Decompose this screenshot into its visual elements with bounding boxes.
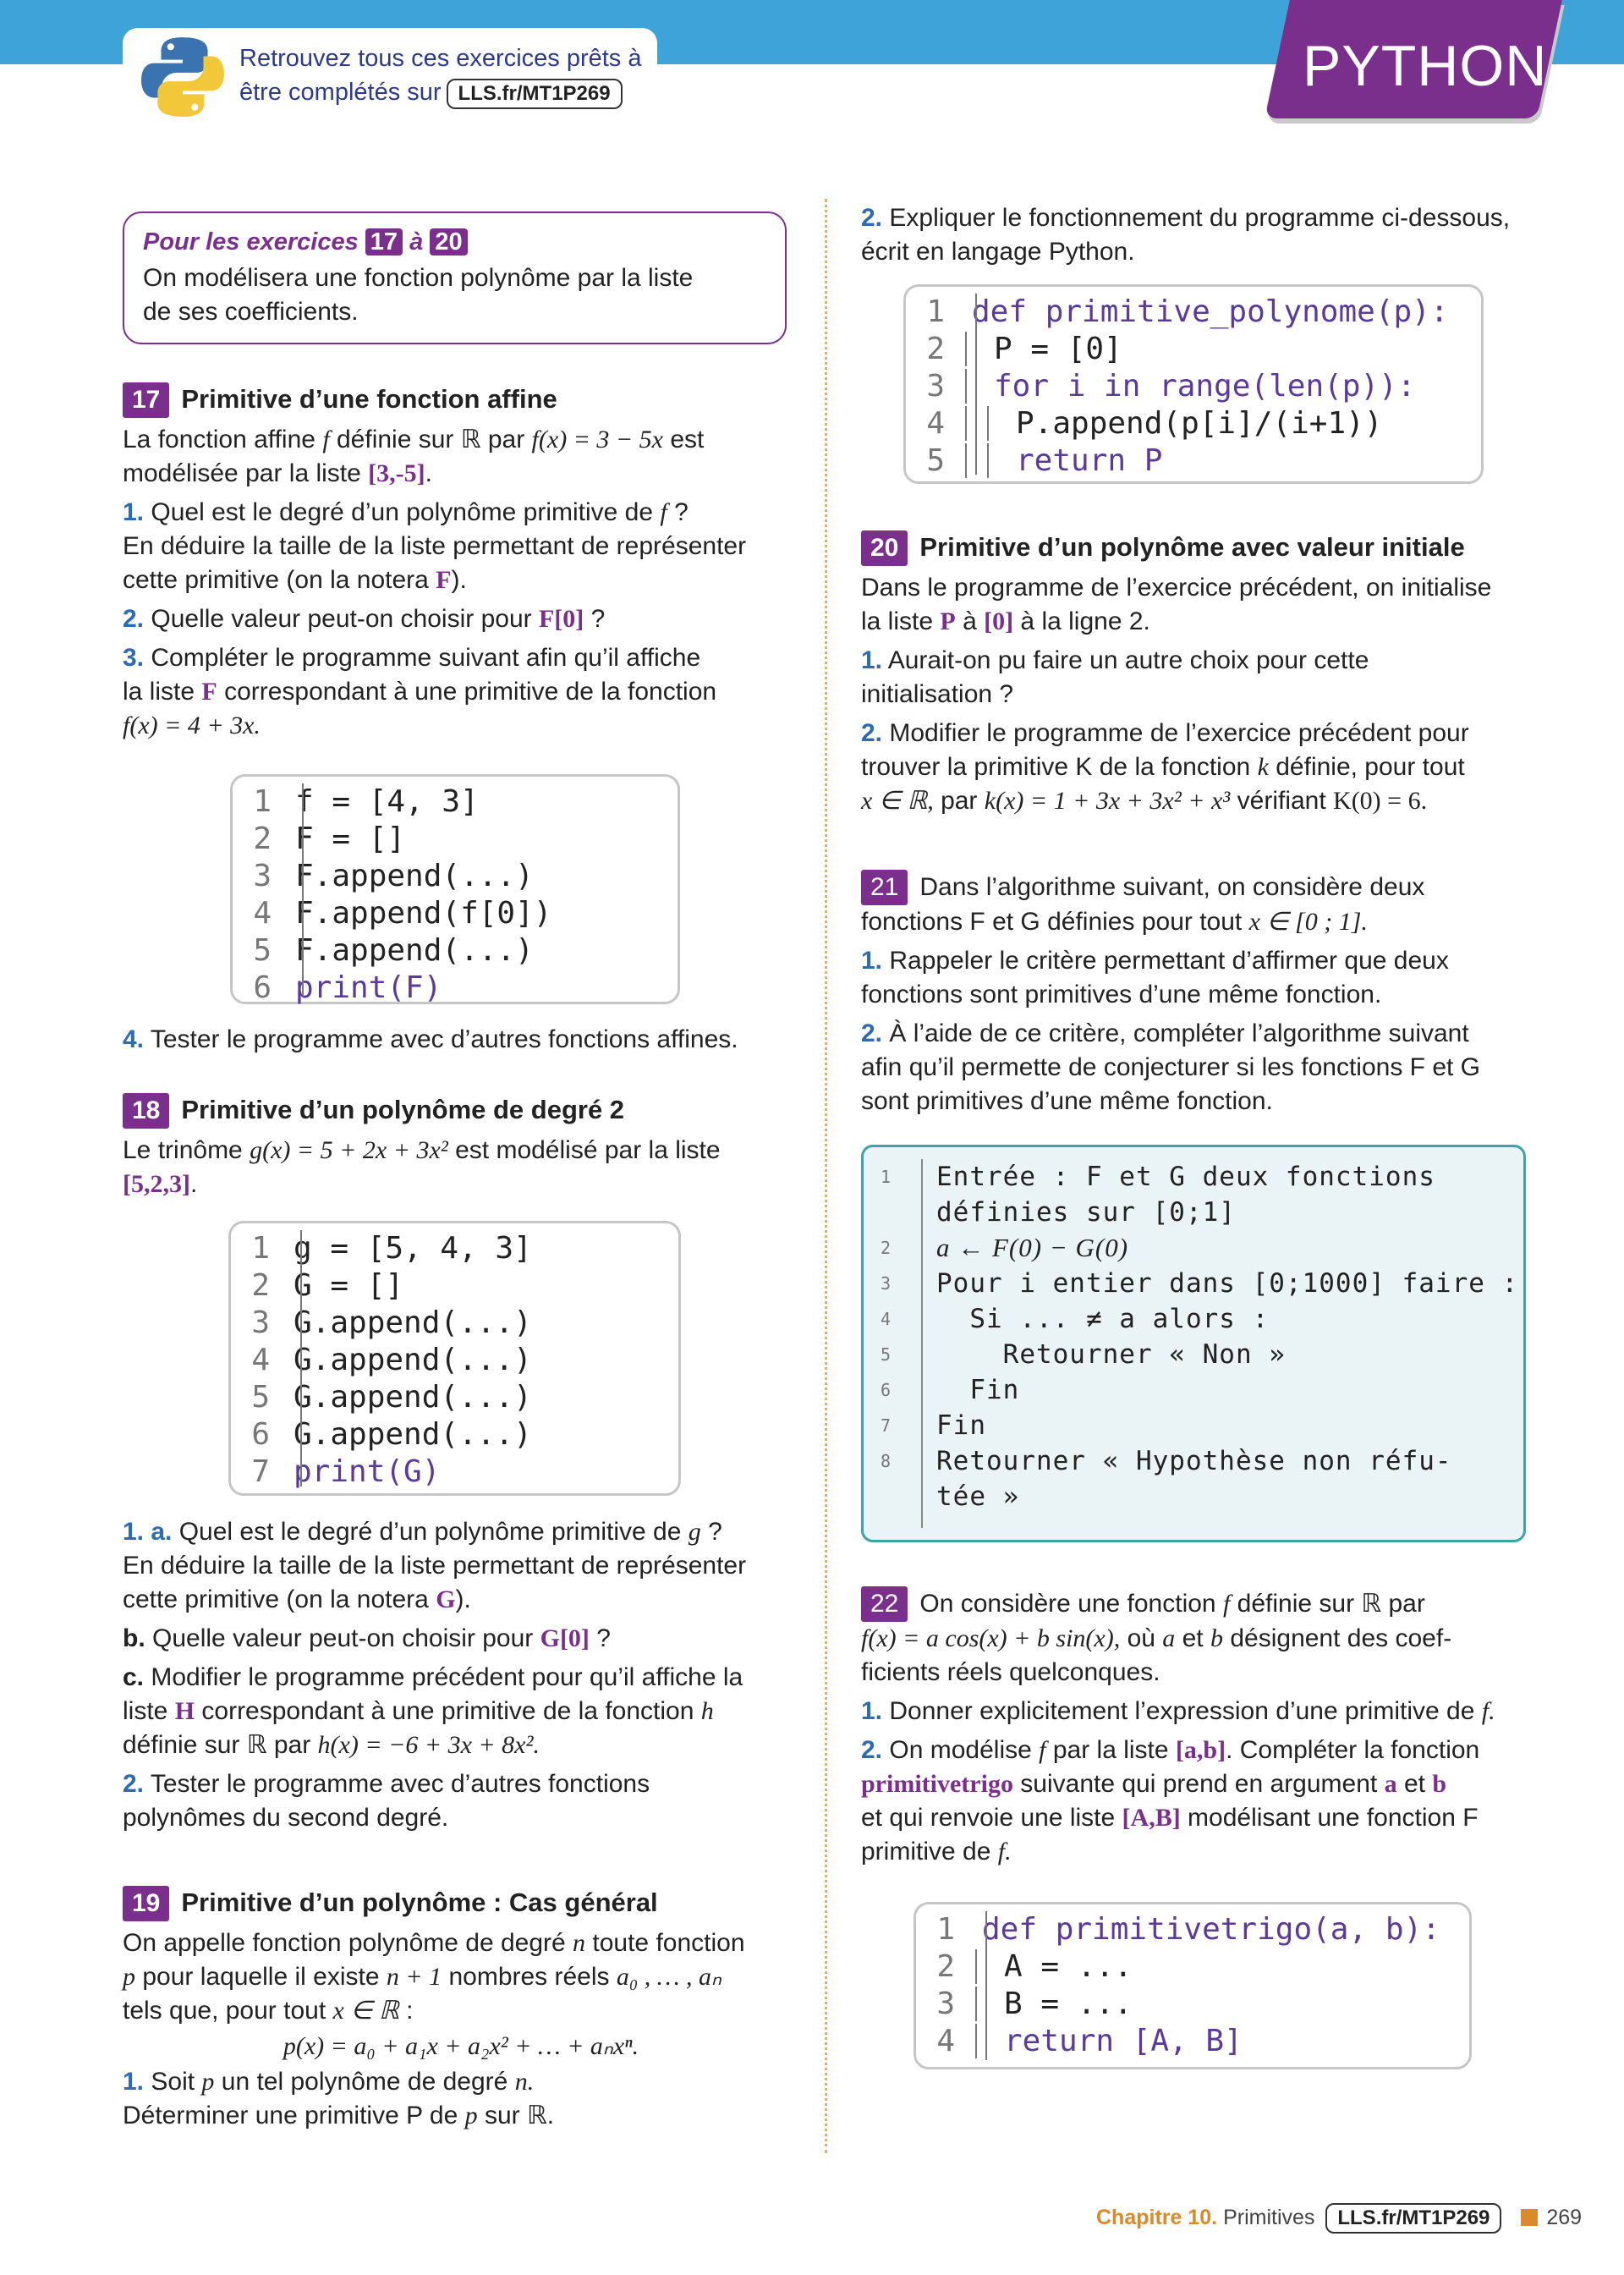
exercise-heading: 17 Primitive d’une fonction affine — [123, 381, 799, 418]
exercise-intro: Dans le programme de l’exercice précédent, on initialise la liste P à [0] à la ligne 2. — [861, 574, 1492, 635]
question-1a: 1. a. Quel est le degré d’un polynôme primitive de g ? En déduire la taille de la liste permettant de représenter cette primitive (on la notera G). — [123, 1518, 747, 1613]
exercise-number-badge: 20 — [861, 530, 908, 566]
exercise-intro: La fonction affine f définie sur ℝ par f(x) = 3 − 5x est modélisée par la liste [3,-5]. — [123, 426, 705, 487]
exercise-number-badge: 19 — [123, 1886, 169, 1921]
question-1: 1. Aurait-on pu faire un autre choix pour cette initialisation ? — [861, 646, 1369, 708]
question-1: 1. Rappeler le critère permettant d’affirmer que deux fonctions sont primitives d’une même fonction. — [861, 947, 1449, 1008]
code-block-ex19 — [903, 284, 1484, 484]
footer-square-icon — [1521, 2209, 1538, 2226]
algo-gutter — [921, 1159, 923, 1528]
exercise-number-badge: 22 — [861, 1586, 908, 1622]
code-line: 2 F = [] — [253, 822, 406, 856]
question-1c: c. Modifier le programme précédent pour qu’il affiche la liste H correspondant à une primitive de la fonction h définie sur ℝ par h(x) = −6 + 3x + 8x². — [123, 1663, 743, 1759]
exercise-heading: 18 Primitive d’un polynôme de degré 2 — [123, 1091, 799, 1129]
exercise-22 — [861, 1586, 1538, 1869]
column-divider — [825, 199, 827, 2153]
exercise-intro: 22 On considère une fonction f définie sur ℝ par f(x) = a cos(x) + b sin(x), où a et b désignent des coef- ficients réels quelconques. — [861, 1586, 1538, 1690]
question-2: 2. Tester le programme avec d’autres fonctions polynômes du second degré. — [123, 1770, 650, 1832]
code-line: 3 for i in range(len(p)): — [926, 369, 1416, 404]
exercise-19-question-2: 2. Expliquer le fonctionnement du programme ci-dessous, écrit en langage Python. — [861, 204, 1511, 266]
note-to-badge: 20 — [430, 228, 467, 256]
exercise-intro: On appelle fonction polynôme de degré n toute fonction p pour laquelle il existe n + 1 nombres réels a₀ , … , aₙ tels que, pour tout x ∈ ℝ : — [123, 1929, 745, 2025]
polynomial-formula: p(x) = a₀ + a₁x + a₂x² + … + aₙxⁿ. — [283, 2032, 639, 2060]
code-line: 6 print(F) — [253, 970, 442, 1005]
code-line: 5 G.append(...) — [251, 1380, 532, 1415]
exercise-17 — [123, 381, 799, 743]
code-line: 1 f = [4, 3] — [253, 784, 479, 819]
code-line: 4 F.append(f[0]) — [253, 896, 552, 931]
note-text: On modélisera une fonction polynôme par la liste de ses coefficients. — [143, 264, 694, 326]
algo-line: 4 Si ... ≠ a alors : — [880, 1304, 1270, 1334]
code-line: 3 B = ... — [936, 1987, 1133, 2021]
question-1: 1. Quel est le degré d’un polynôme primitive de f ? En déduire la taille de la liste permettant de représenter cette primitive (on la notera F). — [123, 498, 747, 594]
exercise-intro: 21 Dans l’algorithme suivant, on considère deux fonctions F et G définies pour tout x ∈ [0 ; 1]. — [861, 870, 1538, 939]
exercise-19 — [123, 1884, 799, 2133]
page-number: 269 — [1546, 2206, 1583, 2229]
question-4: 4. Tester le programme avec d’autres fonctions affines. — [123, 1025, 738, 1053]
callout-line-2: être complétés sur — [239, 79, 442, 106]
exercise-20 — [861, 529, 1538, 818]
algo-line: 2 a ← F(0) − G(0) — [880, 1233, 1129, 1262]
question-2: 2. À l’aide de ce critère, compléter l’algorithme suivant afin qu’il permette de conjecturer si les fonctions F et G sont primitives d’une même fonction. — [861, 1019, 1481, 1115]
code-line: 5 F.append(...) — [253, 933, 534, 968]
python-tab-label: PYTHON — [1303, 34, 1548, 98]
algo-line: 6 Fin — [880, 1375, 1020, 1405]
question-1: 1. Soit p un tel polynôme de degré n. Déterminer une primitive P de p sur ℝ. — [123, 2068, 555, 2129]
question-2: 2. Quelle valeur peut-on choisir pour F[0] ? — [123, 605, 606, 633]
code-line: 4 G.append(...) — [251, 1343, 532, 1377]
code-line: 2 G = [] — [251, 1268, 404, 1303]
exercise-18 — [123, 1091, 799, 1201]
code-block-ex22 — [914, 1902, 1472, 2069]
algo-line: 7 Fin — [880, 1410, 986, 1441]
exercise-18-questions — [123, 1510, 799, 1835]
code-line: 4 return [A, B] — [936, 2024, 1243, 2058]
code-line: 5 return P — [926, 443, 1163, 478]
exercise-21 — [861, 870, 1538, 1118]
algo-line: 3 Pour i entier dans [0;1000] faire : — [880, 1268, 1519, 1299]
question-1: 1. Donner explicitement l’expression d’une primitive de f. — [861, 1697, 1495, 1725]
page-footer — [1096, 2202, 1582, 2234]
code-gutter — [985, 1911, 987, 2060]
question-2: 2. On modélise f par la liste [a,b]. Compléter la fonction primitivetrigo suivante qui prend en argument a et b et qui renvoie une liste [A,B] modélisant une fonction F primitive de f. — [861, 1736, 1480, 1866]
exercise-number-badge: 18 — [123, 1093, 169, 1129]
algorithm-block — [861, 1145, 1526, 1542]
exercise-number-badge: 17 — [123, 382, 169, 418]
footer-section: Primitives — [1223, 2206, 1315, 2229]
code-line: 3 G.append(...) — [251, 1305, 532, 1340]
exercise-intro: Le trinôme g(x) = 5 + 2x + 3x² est modélisé par la liste [5,2,3]. — [123, 1136, 721, 1198]
exercise-heading: 20 Primitive d’un polynôme avec valeur initiale — [861, 529, 1538, 566]
question-1b: b. Quelle valeur peut-on choisir pour G[0] ? — [123, 1624, 611, 1652]
code-block-ex18 — [228, 1221, 681, 1496]
python-logo-icon — [140, 34, 226, 120]
note-from-badge: 17 — [365, 228, 403, 256]
callout-text — [239, 41, 641, 109]
algo-line: 8 Retourner « Hypothèse non réfu- tée » — [880, 1446, 1452, 1512]
code-line: 2 A = ... — [936, 1949, 1133, 1984]
callout-line-1: Retrouvez tous ces exercices prêts à — [239, 45, 642, 72]
footer-link[interactable]: LLS.fr/MT1P269 — [1325, 2203, 1501, 2234]
exercise-heading: 19 Primitive d’un polynôme : Cas général — [123, 1884, 799, 1921]
code-block-ex17 — [230, 774, 680, 1004]
footer-chapter: Chapitre 10. — [1096, 2206, 1218, 2229]
algo-line: 5 Retourner « Non » — [880, 1339, 1286, 1370]
callout-link[interactable]: LLS.fr/MT1P269 — [447, 79, 623, 109]
code-line: 6 G.append(...) — [251, 1417, 532, 1452]
code-line: 1 def primitive_polynome(p): — [926, 294, 1449, 329]
question-2: 2. Modifier le programme de l’exercice précédent pour trouver la primitive K de la fonction k définie, pour tout x ∈ ℝ, par k(x) = 1 + 3x + 3x² + x³ vérifiant K(0) = 6. — [861, 719, 1469, 815]
question-3: 3. Compléter le programme suivant afin qu’il affiche la liste F correspondant à une primitive de la fonction f(x) = 4 + 3x. — [123, 644, 717, 739]
code-line: 1 def primitivetrigo(a, b): — [936, 1912, 1440, 1947]
exercise-number-badge: 21 — [861, 870, 908, 905]
code-line: 3 F.append(...) — [253, 859, 534, 893]
note-title: Pour les exercices 17 à 20 — [143, 225, 766, 260]
algo-line: 1 Entrée : F et G deux fonctions définies sur [0;1] — [880, 1162, 1435, 1228]
code-gutter — [300, 1230, 302, 1486]
code-gutter — [975, 294, 977, 475]
code-line: 1 g = [5, 4, 3] — [251, 1231, 532, 1266]
code-gutter — [302, 783, 304, 995]
code-line: 7 print(G) — [251, 1454, 441, 1489]
note-box — [123, 212, 787, 344]
code-line: 4 P.append(p[i]/(i+1)) — [926, 406, 1383, 441]
code-line: 2 P = [0] — [926, 332, 1122, 366]
